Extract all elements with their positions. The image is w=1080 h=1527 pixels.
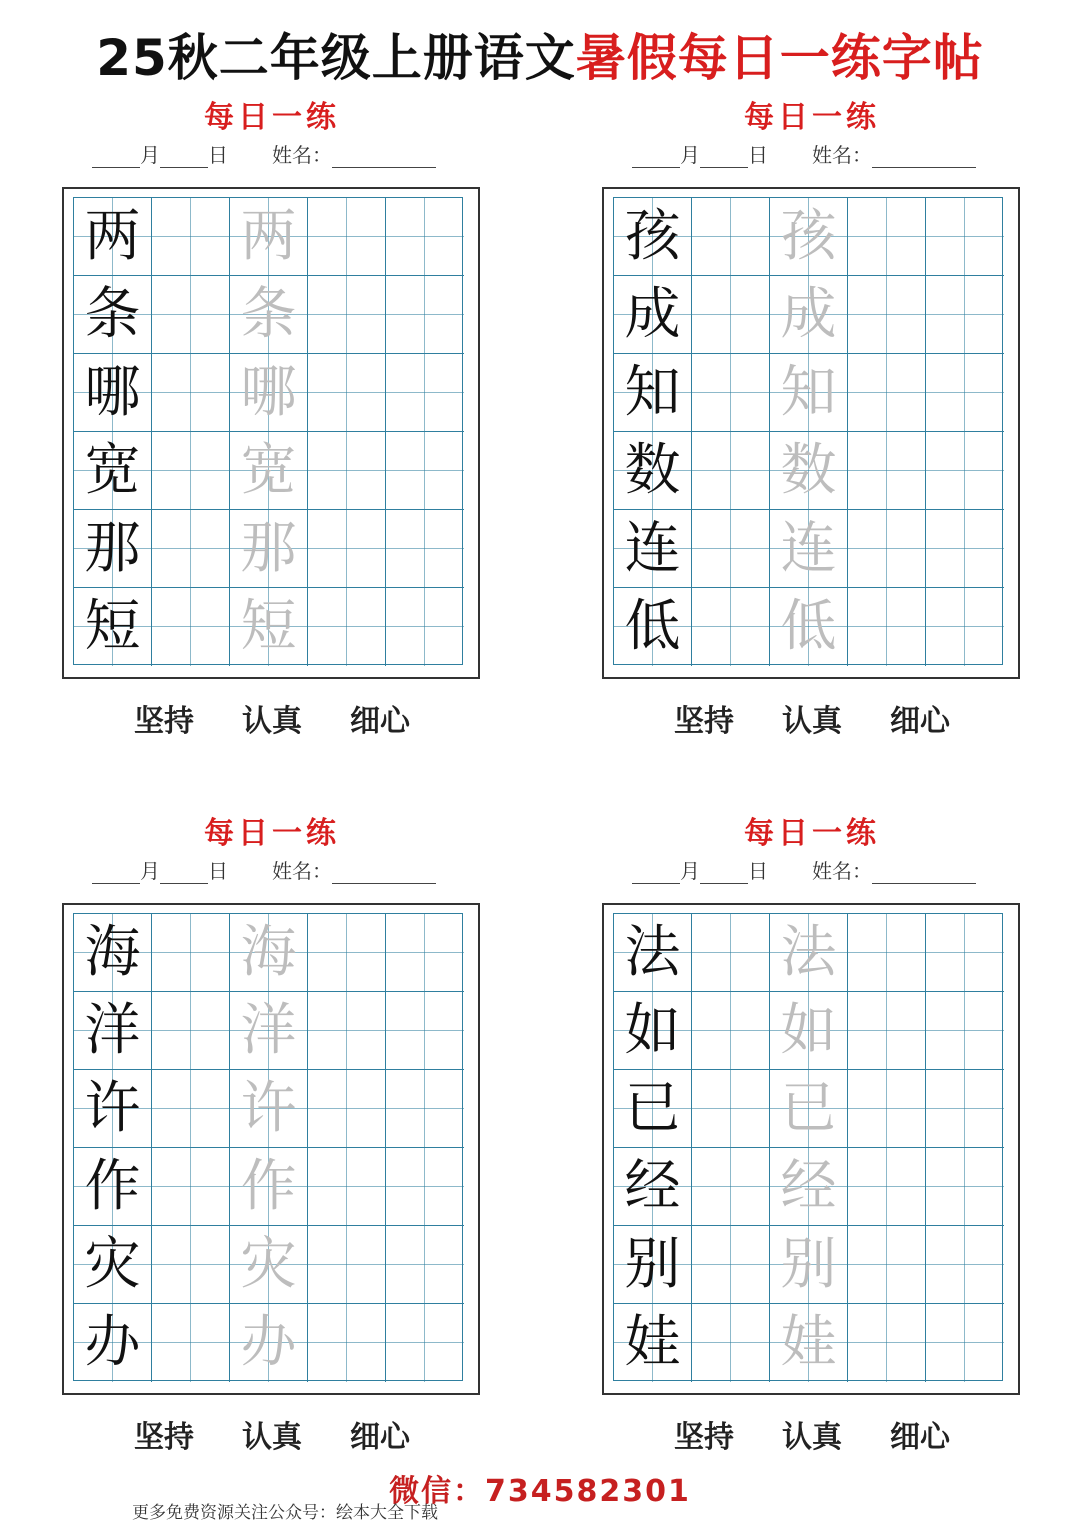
model-character: 宽 (84, 437, 141, 503)
blank-practice-cell[interactable] (692, 198, 770, 276)
model-character: 条 (84, 281, 141, 347)
month-label: 月 (140, 143, 160, 167)
trace-character: 哪 (240, 359, 297, 425)
blank-practice-cell[interactable] (386, 992, 464, 1070)
motto-word: 认真 (782, 704, 842, 739)
trace-cell[interactable] (230, 432, 308, 510)
trace-character: 两 (240, 203, 297, 269)
blank-practice-cell[interactable] (926, 276, 1004, 354)
model-cell (614, 198, 692, 276)
day-label: 日 (748, 859, 768, 883)
model-character: 成 (624, 281, 681, 347)
trace-cell[interactable] (770, 914, 848, 992)
practice-panel (62, 808, 482, 1458)
blank-practice-cell[interactable] (152, 914, 230, 992)
practice-panel (62, 92, 482, 742)
name-label: 姓名： (812, 143, 872, 167)
model-character: 娃 (624, 1310, 681, 1375)
blank-practice-cell[interactable] (926, 992, 1004, 1070)
title-highlight: 暑假每日一练字帖 (575, 29, 984, 87)
blank-practice-cell[interactable] (152, 1070, 230, 1148)
day-label: 日 (748, 143, 768, 167)
trace-character: 娃 (780, 1310, 837, 1375)
blank-practice-cell[interactable] (386, 1304, 464, 1382)
trace-character: 经 (780, 1153, 837, 1219)
model-character: 两 (84, 203, 141, 269)
blank-practice-cell[interactable] (308, 354, 386, 432)
model-character: 连 (624, 515, 681, 581)
model-cell (614, 992, 692, 1070)
model-character: 许 (84, 1075, 141, 1141)
model-cell (614, 588, 692, 666)
blank-practice-cell[interactable] (848, 1070, 926, 1148)
model-character: 法 (624, 919, 681, 985)
blank-practice-cell[interactable] (386, 198, 464, 276)
trace-character: 数 (780, 437, 837, 503)
model-character: 知 (624, 359, 681, 425)
model-cell (614, 1226, 692, 1304)
trace-cell[interactable] (230, 992, 308, 1070)
tianzige-grid (613, 197, 1003, 665)
blank-practice-cell[interactable] (386, 354, 464, 432)
model-character: 洋 (84, 997, 141, 1063)
blank-practice-cell[interactable] (848, 1304, 926, 1382)
month-label: 月 (140, 859, 160, 883)
trace-cell[interactable] (770, 1304, 848, 1382)
blank-practice-cell[interactable] (848, 588, 926, 666)
trace-character: 办 (240, 1310, 297, 1375)
writing-grid-frame (602, 903, 1020, 1395)
model-cell (74, 1304, 152, 1382)
trace-character: 作 (240, 1153, 297, 1219)
blank-practice-cell[interactable] (386, 588, 464, 666)
blank-practice-cell[interactable] (926, 198, 1004, 276)
blank-practice-cell[interactable] (926, 432, 1004, 510)
model-character: 经 (624, 1153, 681, 1219)
model-cell (614, 914, 692, 992)
blank-practice-cell[interactable] (308, 992, 386, 1070)
blank-practice-cell[interactable] (692, 588, 770, 666)
date-name-line (92, 855, 482, 885)
blank-practice-cell[interactable] (926, 914, 1004, 992)
tianzige-grid (73, 197, 463, 665)
name-blank[interactable] (332, 865, 436, 884)
model-character: 短 (84, 594, 141, 659)
blank-practice-cell[interactable] (308, 588, 386, 666)
blank-practice-cell[interactable] (152, 510, 230, 588)
blank-practice-cell[interactable] (692, 276, 770, 354)
model-cell (74, 432, 152, 510)
blank-practice-cell[interactable] (308, 510, 386, 588)
month-blank[interactable] (92, 865, 140, 884)
model-character: 哪 (84, 359, 141, 425)
model-cell (614, 1070, 692, 1148)
blank-practice-cell[interactable] (848, 198, 926, 276)
panel-heading: 每日一练 (204, 816, 340, 851)
trace-character: 已 (780, 1075, 837, 1141)
trace-cell[interactable] (230, 588, 308, 666)
date-name-line (632, 139, 1022, 169)
blank-practice-cell[interactable] (848, 1226, 926, 1304)
trace-cell[interactable] (230, 1304, 308, 1382)
model-cell (614, 1148, 692, 1226)
blank-practice-cell[interactable] (386, 1070, 464, 1148)
blank-practice-cell[interactable] (308, 1148, 386, 1226)
blank-practice-cell[interactable] (386, 276, 464, 354)
trace-cell[interactable] (230, 510, 308, 588)
blank-practice-cell[interactable] (152, 1148, 230, 1226)
model-character: 灾 (84, 1231, 141, 1297)
model-character: 如 (624, 997, 681, 1063)
motto-word: 认真 (782, 1420, 842, 1455)
blank-practice-cell[interactable] (692, 432, 770, 510)
blank-practice-cell[interactable] (386, 1148, 464, 1226)
trace-cell[interactable] (770, 354, 848, 432)
model-cell (74, 354, 152, 432)
trace-cell[interactable] (230, 914, 308, 992)
date-name-line (632, 855, 1022, 885)
motto (62, 696, 482, 740)
trace-character: 那 (240, 515, 297, 581)
month-blank[interactable] (632, 865, 680, 884)
trace-character: 洋 (240, 997, 297, 1063)
trace-cell[interactable] (770, 432, 848, 510)
day-blank[interactable] (160, 865, 208, 884)
writing-grid-frame (62, 187, 480, 679)
motto-word: 坚持 (134, 704, 194, 739)
blank-practice-cell[interactable] (308, 1226, 386, 1304)
practice-panel (602, 92, 1022, 742)
model-cell (614, 432, 692, 510)
blank-practice-cell[interactable] (152, 992, 230, 1070)
model-character: 那 (84, 515, 141, 581)
name-blank[interactable] (872, 865, 976, 884)
motto (602, 1412, 1022, 1456)
trace-character: 条 (240, 281, 297, 347)
model-cell (614, 1304, 692, 1382)
day-blank[interactable] (700, 149, 748, 168)
blank-practice-cell[interactable] (386, 1226, 464, 1304)
motto-word: 细心 (890, 1420, 950, 1455)
trace-character: 连 (780, 515, 837, 581)
blank-practice-cell[interactable] (386, 510, 464, 588)
blank-practice-cell[interactable] (692, 1070, 770, 1148)
blank-practice-cell[interactable] (386, 432, 464, 510)
trace-cell[interactable] (230, 354, 308, 432)
model-cell (74, 198, 152, 276)
day-blank[interactable] (700, 865, 748, 884)
model-character: 已 (624, 1075, 681, 1141)
model-cell (74, 1070, 152, 1148)
model-cell (614, 276, 692, 354)
trace-cell[interactable] (770, 588, 848, 666)
model-character: 数 (624, 437, 681, 503)
trace-character: 灾 (240, 1231, 297, 1297)
trace-character: 海 (240, 919, 297, 985)
blank-practice-cell[interactable] (926, 510, 1004, 588)
trace-character: 短 (240, 594, 297, 659)
blank-practice-cell[interactable] (308, 914, 386, 992)
panel-heading: 每日一练 (744, 816, 880, 851)
tianzige-grid (73, 913, 463, 1381)
name-blank[interactable] (332, 149, 436, 168)
day-blank[interactable] (160, 149, 208, 168)
model-character: 办 (84, 1310, 141, 1375)
trace-cell[interactable] (230, 276, 308, 354)
trace-character: 宽 (240, 437, 297, 503)
motto-word: 坚持 (134, 1420, 194, 1455)
trace-cell[interactable] (770, 1070, 848, 1148)
blank-practice-cell[interactable] (926, 588, 1004, 666)
blank-practice-cell[interactable] (848, 992, 926, 1070)
blank-practice-cell[interactable] (926, 1148, 1004, 1226)
blank-practice-cell[interactable] (152, 276, 230, 354)
model-cell (74, 276, 152, 354)
writing-grid-frame (62, 903, 480, 1395)
day-label: 日 (208, 143, 228, 167)
name-label: 姓名： (272, 859, 332, 883)
motto-word: 细心 (890, 704, 950, 739)
blank-practice-cell[interactable] (848, 354, 926, 432)
blank-practice-cell[interactable] (692, 1226, 770, 1304)
motto-word: 细心 (350, 1420, 410, 1455)
blank-practice-cell[interactable] (848, 914, 926, 992)
trace-cell[interactable] (770, 1226, 848, 1304)
blank-practice-cell[interactable] (692, 1148, 770, 1226)
trace-cell[interactable] (230, 1070, 308, 1148)
day-label: 日 (208, 859, 228, 883)
panel-heading: 每日一练 (744, 100, 880, 135)
model-character: 海 (84, 919, 141, 985)
blank-practice-cell[interactable] (308, 198, 386, 276)
blank-practice-cell[interactable] (386, 914, 464, 992)
blank-practice-cell[interactable] (692, 510, 770, 588)
blank-practice-cell[interactable] (848, 510, 926, 588)
model-cell (74, 914, 152, 992)
model-cell (614, 510, 692, 588)
trace-cell[interactable] (770, 992, 848, 1070)
blank-practice-cell[interactable] (308, 432, 386, 510)
blank-practice-cell[interactable] (848, 276, 926, 354)
motto-word: 细心 (350, 704, 410, 739)
date-name-line (92, 139, 482, 169)
tianzige-grid (613, 913, 1003, 1381)
blank-practice-cell[interactable] (308, 276, 386, 354)
trace-cell[interactable] (770, 198, 848, 276)
blank-practice-cell[interactable] (848, 1148, 926, 1226)
name-blank[interactable] (872, 149, 976, 168)
motto-word: 认真 (242, 704, 302, 739)
model-cell (74, 510, 152, 588)
trace-cell[interactable] (770, 1148, 848, 1226)
name-label: 姓名： (272, 143, 332, 167)
wechat-contact: 微信：734582301 (389, 1474, 691, 1509)
trace-character: 知 (780, 359, 837, 425)
footer-note: 更多免费资源关注公众号：绘本大全下载 (132, 1503, 438, 1523)
month-label: 月 (680, 859, 700, 883)
blank-practice-cell[interactable] (692, 992, 770, 1070)
trace-cell[interactable] (230, 198, 308, 276)
blank-practice-cell[interactable] (692, 1304, 770, 1382)
trace-character: 法 (780, 919, 837, 985)
trace-character: 许 (240, 1075, 297, 1141)
writing-grid-frame (602, 187, 1020, 679)
model-cell (74, 992, 152, 1070)
practice-panel (602, 808, 1022, 1458)
model-character: 孩 (624, 203, 681, 269)
blank-practice-cell[interactable] (308, 1070, 386, 1148)
model-cell (614, 354, 692, 432)
trace-cell[interactable] (770, 276, 848, 354)
blank-practice-cell[interactable] (926, 354, 1004, 432)
motto (62, 1412, 482, 1456)
blank-practice-cell[interactable] (848, 432, 926, 510)
blank-practice-cell[interactable] (926, 1070, 1004, 1148)
panel-heading: 每日一练 (204, 100, 340, 135)
trace-character: 孩 (780, 203, 837, 269)
motto (602, 696, 1022, 740)
month-blank[interactable] (92, 149, 140, 168)
blank-practice-cell[interactable] (152, 588, 230, 666)
model-cell (74, 1148, 152, 1226)
model-character: 别 (624, 1231, 681, 1297)
blank-practice-cell[interactable] (152, 198, 230, 276)
blank-practice-cell[interactable] (692, 914, 770, 992)
blank-practice-cell[interactable] (308, 1304, 386, 1382)
trace-cell[interactable] (230, 1226, 308, 1304)
trace-cell[interactable] (230, 1148, 308, 1226)
trace-cell[interactable] (770, 510, 848, 588)
blank-practice-cell[interactable] (926, 1304, 1004, 1382)
blank-practice-cell[interactable] (926, 1226, 1004, 1304)
model-cell (74, 588, 152, 666)
page-title (0, 18, 1080, 90)
model-character: 作 (84, 1153, 141, 1219)
motto-word: 认真 (242, 1420, 302, 1455)
motto-word: 坚持 (674, 704, 734, 739)
blank-practice-cell[interactable] (692, 354, 770, 432)
blank-practice-cell[interactable] (152, 354, 230, 432)
blank-practice-cell[interactable] (152, 1304, 230, 1382)
name-label: 姓名： (812, 859, 872, 883)
trace-character: 低 (780, 594, 837, 659)
title-prefix: 25秋二年级上册语文 (96, 29, 576, 87)
blank-practice-cell[interactable] (152, 1226, 230, 1304)
blank-practice-cell[interactable] (152, 432, 230, 510)
trace-character: 成 (780, 281, 837, 347)
month-blank[interactable] (632, 149, 680, 168)
model-cell (74, 1226, 152, 1304)
model-character: 低 (624, 594, 681, 659)
motto-word: 坚持 (674, 1420, 734, 1455)
trace-character: 别 (780, 1231, 837, 1297)
month-label: 月 (680, 143, 700, 167)
trace-character: 如 (780, 997, 837, 1063)
